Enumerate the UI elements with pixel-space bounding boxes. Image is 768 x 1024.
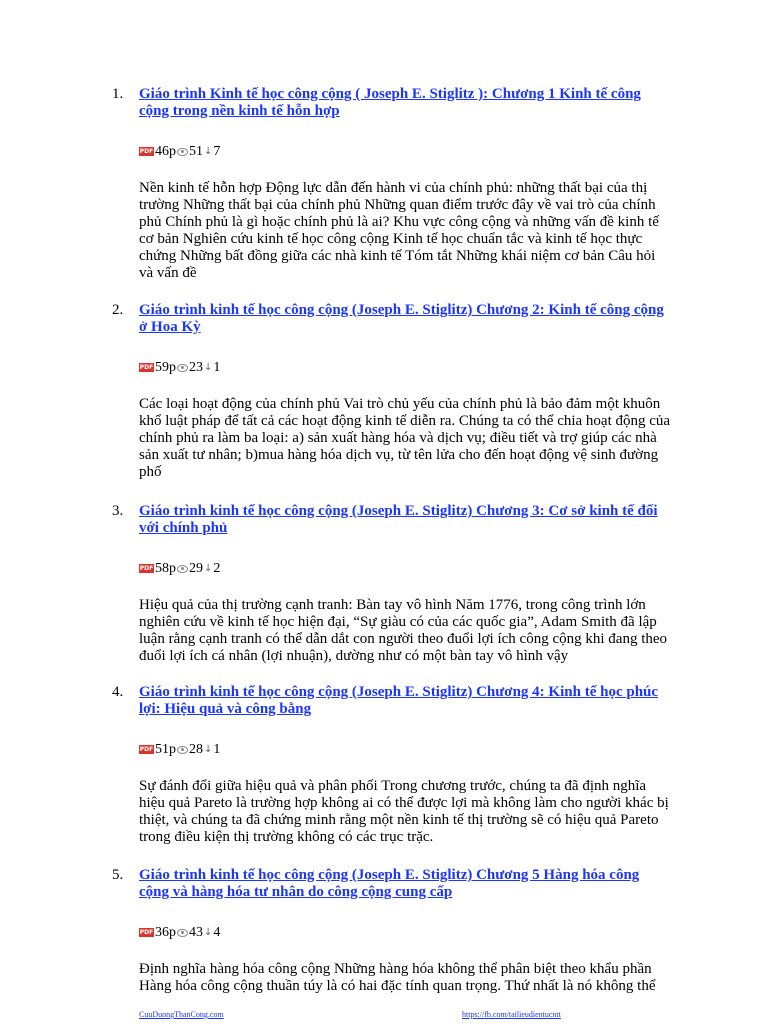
eye-icon xyxy=(177,746,188,754)
download-count: 2 xyxy=(213,561,221,576)
pdf-icon: PDF xyxy=(139,148,154,155)
document-meta xyxy=(139,359,672,376)
view-count: 43 xyxy=(189,925,203,940)
download-arrow-icon: ↓ xyxy=(204,146,213,157)
footer-source-link[interactable]: CuuDuongThanCong.com xyxy=(139,1010,224,1019)
eye-icon xyxy=(177,148,188,156)
view-count: 29 xyxy=(189,561,203,576)
page-count: 59p xyxy=(155,360,176,375)
eye-icon xyxy=(177,364,188,372)
pdf-icon: PDF xyxy=(139,565,154,572)
page-count: 36p xyxy=(155,925,176,940)
document-meta xyxy=(139,143,672,160)
document-description: Các loại hoạt động của chính phủ Vai trò chủ yếu của chính phủ là bảo đảm một khuôn khổ luật pháp để tất cả các hoạt động kinh tế diễn ra. Chúng ta có thể chia hoạt động của chính phủ ra làm ba loại: a) sản xuất hàng hóa và dịch vụ; điều tiết và trợ giúp các nhà sản xuất tư nhân; b)mua hàng hóa dịch vụ, từ tên lửa cho đến hoạt động vệ sinh đường phố xyxy=(139,396,671,480)
view-count: 51 xyxy=(189,144,203,159)
document-title-link[interactable]: Giáo trình kinh tế học công cộng (Joseph E. Stiglitz) Chương 3: Cơ sở kinh tế đối với chính phủ xyxy=(139,503,658,536)
download-count: 1 xyxy=(213,742,221,757)
download-count: 4 xyxy=(213,925,221,940)
item-number: 2. xyxy=(112,302,124,318)
item-spacer xyxy=(112,846,672,867)
item-number: 5. xyxy=(112,867,124,883)
view-count: 28 xyxy=(189,742,203,757)
page-count: 51p xyxy=(155,742,176,757)
eye-icon xyxy=(177,929,188,937)
download-arrow-icon: ↓ xyxy=(204,563,213,574)
eye-icon xyxy=(177,565,188,573)
item-number: 4. xyxy=(112,684,124,700)
footer-facebook-link[interactable]: https://fb.com/tailieudientucntt xyxy=(462,1010,561,1019)
pdf-icon: PDF xyxy=(139,929,154,936)
document-description: Hiệu quả của thị trường cạnh tranh: Bàn tay vô hình Năm 1776, trong công trình lớn nghiên cứu về kinh tế học hiện đại, “Sự giàu có của các quốc gia”, Adam Smith đã lập luận rằng cạnh tranh có thể dẫn dắt con người theo đuổi lợi ích công cộng khi đang theo đuổi lợi ích cá nhân (lợi nhuận), dường như có một bàn tay vô hình vậy xyxy=(139,597,668,664)
list-item xyxy=(112,86,672,282)
document-title-link[interactable]: Giáo trình Kinh tế học công cộng ( Joseph E. Stiglitz ): Chương 1 Kinh tế công cộng trong nền kinh tế hỗn hợp xyxy=(139,86,641,119)
document-description: Sự đánh đổi giữa hiệu quả và phân phối Trong chương trước, chúng ta đã định nghĩa hiệu quả Pareto là trường hợp không ai có thể được lợi mà không làm cho người khác bị thiệt, và chúng ta đã chứng minh rằng một nền kinh tế thị trường sẽ có hiệu quả Pareto trong điều kiện thị trường không có các trục trặc. xyxy=(139,778,669,845)
list-item xyxy=(112,302,672,481)
item-spacer xyxy=(112,282,672,302)
download-arrow-icon: ↓ xyxy=(204,927,213,938)
download-arrow-icon: ↓ xyxy=(204,362,213,373)
document-title-link[interactable]: Giáo trình kinh tế học công cộng (Joseph E. Stiglitz) Chương 4: Kinh tế học phúc lợi: Hiệu quả và công bằng xyxy=(139,684,659,717)
view-count: 23 xyxy=(189,360,203,375)
item-spacer xyxy=(112,665,672,684)
item-number: 1. xyxy=(112,86,124,102)
page-count: 58p xyxy=(155,561,176,576)
list-item xyxy=(112,684,672,846)
document-title-link[interactable]: Giáo trình kinh tế học công cộng (Joseph E. Stiglitz) Chương 2: Kinh tế công cộng ở Hoa Kỳ xyxy=(139,302,664,335)
pdf-icon: PDF xyxy=(139,364,154,371)
document-description: Nền kinh tế hỗn hợp Động lực dẫn đến hành vi của chính phủ: những thất bại của thị trường Những thất bại của chính phủ Những quan điểm trước đây về vai trò của chính phủ Chính phủ là gì hoặc chính phủ là ai? Khu vực công cộng và những vấn đề kinh tế cơ bản Nghiên cứu kinh tế học công cộng Kinh tế học chuẩn tắc và kinh tế học thực chứng Những bất đồng giữa các nhà kinh tế Tóm tắt Những khái niệm cơ bản Câu hỏi và vấn đề xyxy=(139,180,659,281)
item-spacer xyxy=(112,481,672,503)
pdf-icon: PDF xyxy=(139,746,154,753)
download-count: 7 xyxy=(213,144,221,159)
document-meta xyxy=(139,741,672,758)
download-arrow-icon: ↓ xyxy=(204,744,213,755)
list-item xyxy=(112,867,672,995)
document-description: Định nghĩa hàng hóa công cộng Những hàng hóa không thể phân biệt theo khẩu phần Hàng hóa công cộng thuần túy là có hai đặc tính quan trọng. Thứ nhất là nó không thể xyxy=(139,961,656,994)
document-list xyxy=(112,86,672,995)
document-title-link[interactable]: Giáo trình kinh tế học công cộng (Joseph E. Stiglitz) Chương 5 Hàng hóa công cộng và hàng hóa tư nhân do công cộng cung cấp xyxy=(139,867,640,900)
item-number: 3. xyxy=(112,503,124,519)
document-meta xyxy=(139,924,672,941)
list-item xyxy=(112,503,672,665)
page-count: 46p xyxy=(155,144,176,159)
document-meta xyxy=(139,560,672,577)
download-count: 1 xyxy=(213,360,221,375)
